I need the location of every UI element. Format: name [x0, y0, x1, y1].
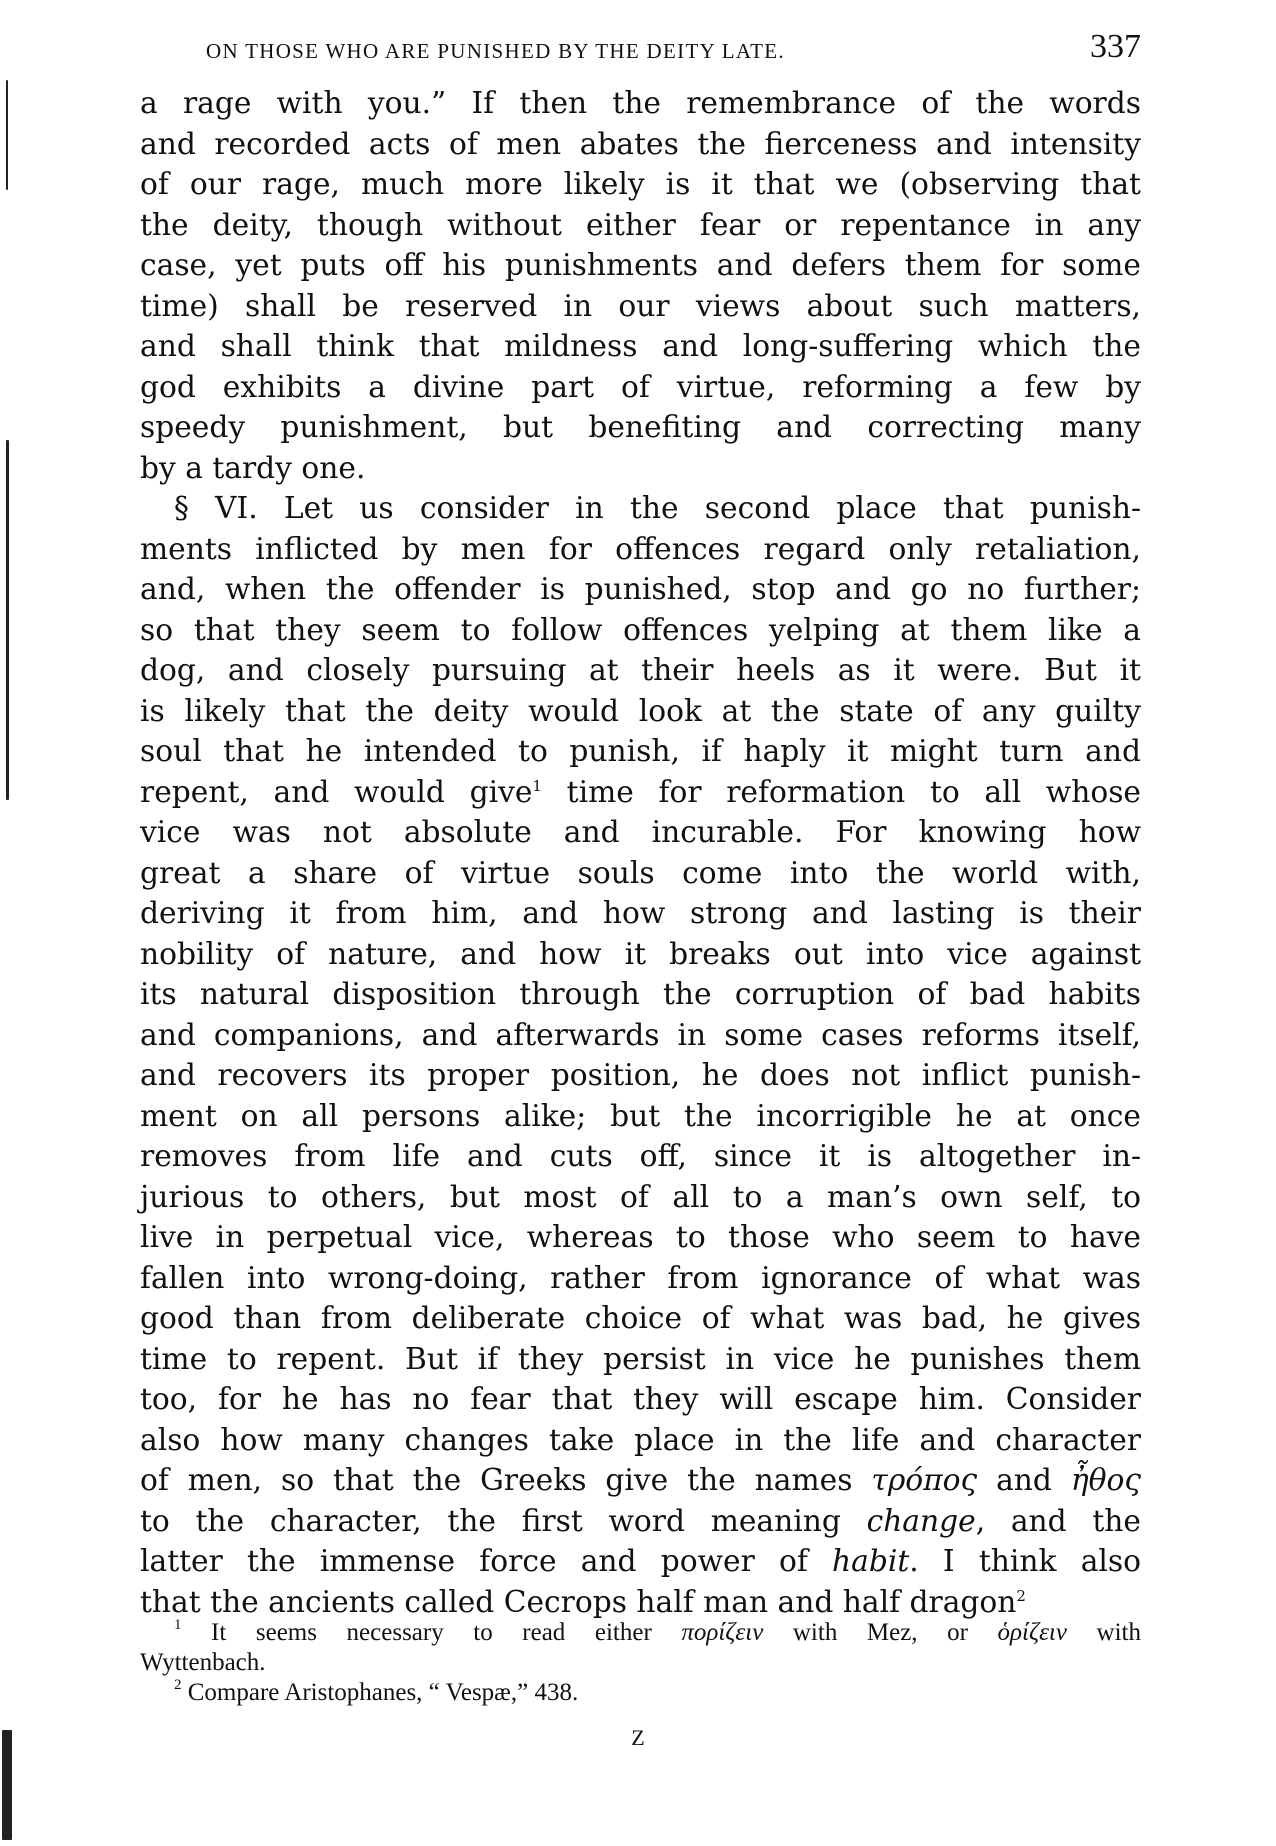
text-fragment: and — [977, 1463, 1071, 1498]
footnote-1-continuation: Wyttenbach. — [140, 1649, 266, 1676]
text-line: case, yet puts off his punishments and defers them for some — [140, 248, 1141, 283]
text-line — [140, 1461, 1141, 1502]
footnotes — [140, 1618, 1141, 1708]
text-line — [140, 1542, 1141, 1583]
text-fragment: . I think also — [909, 1544, 1141, 1579]
text-line: and recorded acts of men abates the fierceness and intensity — [140, 126, 1141, 162]
text-line: the deity, though without either fear or repentance in any — [140, 207, 1141, 243]
text-line: jurious to others, but most of all to a man’s own self, to — [140, 1179, 1141, 1215]
footnote-number: 2 — [174, 1677, 182, 1693]
text-line: and, when the offender is punished, stop and go no further; — [140, 572, 1141, 607]
running-head: ON THOSE WHO ARE PUNISHED BY THE DEITY LATE. — [206, 39, 785, 63]
footnote-2 — [140, 1678, 1141, 1708]
text-line: nobility of nature, and how it breaks out into vice against — [140, 936, 1141, 972]
text-line: and shall think that mildness and long-suffering which the — [140, 329, 1141, 364]
text-line: time to repent. But if they persist in vice he punishes them — [140, 1341, 1141, 1377]
signature-mark: Z — [631, 1725, 645, 1750]
footnote-marker: 2 — [1016, 1586, 1026, 1605]
text-line: so that they seem to follow offences yelping at them like a — [140, 612, 1141, 648]
text-fragment: repent, and would give — [140, 774, 533, 810]
margin-mark — [6, 80, 8, 190]
text-fragment: Compare Aristophanes, “ Vespæ,” 438. — [181, 1679, 579, 1706]
text-line: speedy punishment, but benefiting and correcting many — [140, 410, 1141, 445]
page-number: 337 — [1090, 28, 1141, 65]
text-line: of our rage, much more likely is it that we (observing that — [140, 167, 1141, 202]
text-fragment: latter the immense force and power of — [140, 1544, 833, 1579]
text-line: good than from deliberate choice of what was bad, he gives — [140, 1301, 1141, 1336]
text-line: live in perpetual vice, whereas to those who seem to have — [140, 1220, 1141, 1255]
text-line: vice was not absolute and incurable. For knowing how — [140, 815, 1141, 850]
text-fragment: time for reformation to all whose — [541, 774, 1141, 810]
text-line — [140, 1502, 1141, 1543]
footnote-marker: 1 — [532, 776, 542, 795]
text-line: is likely that the deity would look at the state of any guilty — [140, 693, 1141, 729]
text-line: dog, and closely pursuing at their heels as it were. But it — [140, 653, 1141, 688]
text-fragment: It seems necessary to read either — [181, 1619, 682, 1646]
section-heading-line: § VI. Let us consider in the second place that punish- — [174, 491, 1141, 526]
text-line: and recovers its proper position, he does not inflict punish- — [140, 1058, 1141, 1093]
text-fragment: of men, so that the Greeks give the names — [140, 1463, 872, 1498]
text-fragment: with — [1066, 1619, 1141, 1646]
footnote-number: 1 — [174, 1617, 182, 1633]
text-line: fallen into wrong-doing, rather from ignorance of what was — [140, 1260, 1141, 1296]
page-header — [206, 30, 1141, 70]
greek-word: ἦθος — [1070, 1463, 1142, 1498]
greek-word: ὁρίζειν — [997, 1619, 1067, 1646]
text-line: ment on all persons alike; but the incorrigible he at once — [140, 1098, 1141, 1134]
text-line: and companions, and afterwards in some cases reforms itself, — [140, 1017, 1141, 1053]
body-text — [140, 84, 1141, 1623]
text-line — [140, 1583, 1141, 1624]
text-fragment: that the ancients called Cecrops half man and half dragon — [140, 1584, 1017, 1620]
text-fragment: , and the — [975, 1503, 1141, 1539]
italic-word: habit — [832, 1544, 910, 1579]
text-line: removes from life and cuts off, since it is altogether in- — [140, 1139, 1141, 1174]
text-line: god exhibits a divine part of virtue, reforming a few by — [140, 369, 1141, 405]
text-line: by a tardy one. — [140, 450, 366, 486]
margin-mark — [2, 1730, 12, 1840]
greek-word: πορίζειν — [681, 1619, 764, 1646]
footnote-1 — [140, 1618, 1141, 1648]
margin-mark — [6, 440, 9, 800]
text-line — [140, 773, 1141, 814]
italic-word: change — [866, 1503, 976, 1539]
text-line: soul that he intended to punish, if haply it might turn and — [140, 734, 1141, 769]
text-line: deriving it from him, and how strong and lasting is their — [140, 896, 1141, 931]
text-line: also how many changes take place in the life and character — [140, 1422, 1141, 1458]
text-fragment: to the character, the first word meaning — [140, 1503, 867, 1539]
text-line: time) shall be reserved in our views about such matters, — [140, 288, 1141, 324]
text-line: ments inflicted by men for offences regard only retaliation, — [140, 531, 1141, 567]
text-line: great a share of virtue souls come into the world with, — [140, 855, 1141, 891]
text-fragment: with Mez, or — [763, 1619, 998, 1646]
text-line: its natural disposition through the corruption of bad habits — [140, 977, 1141, 1012]
text-line: too, for he has no fear that they will escape him. Consider — [140, 1382, 1141, 1417]
text-line: a rage with you.” If then the remembrance of the words — [140, 86, 1141, 121]
greek-word: τρόπος — [871, 1463, 978, 1498]
